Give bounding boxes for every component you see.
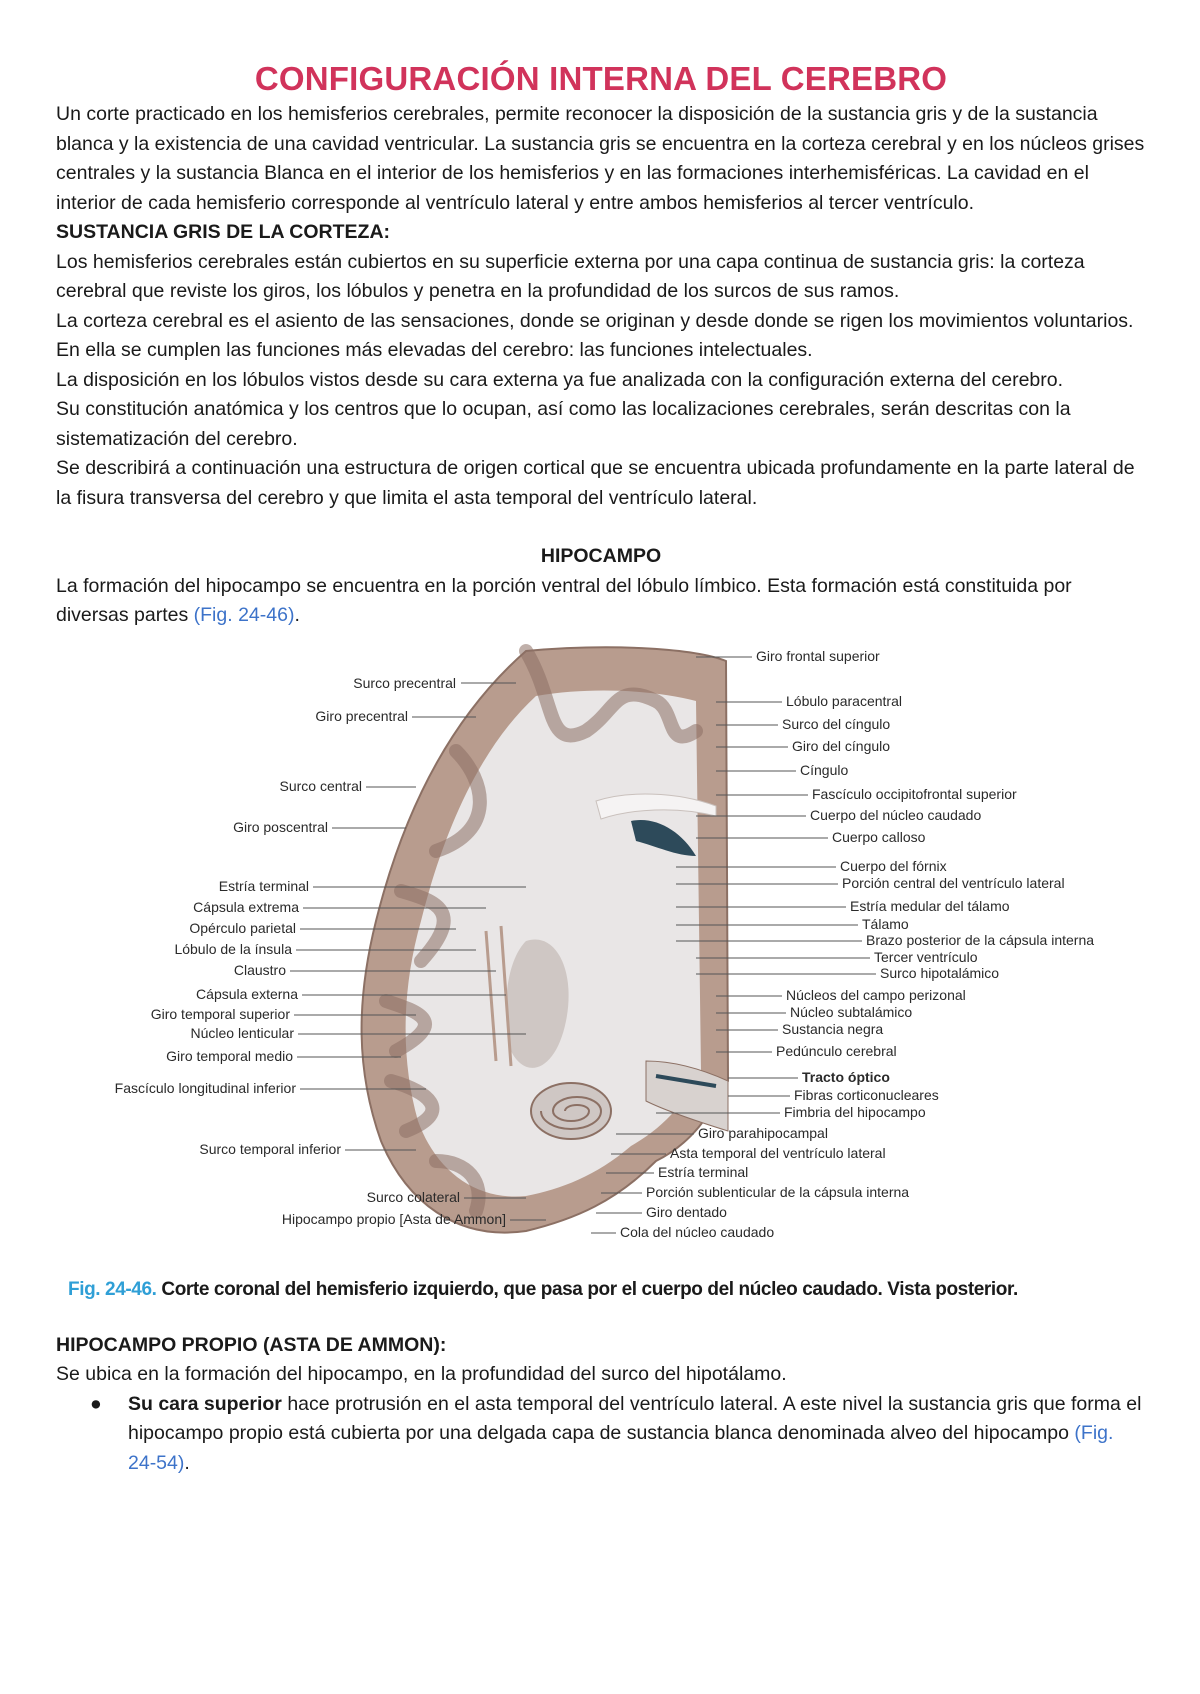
label: Pedúnculo cerebral bbox=[776, 1042, 897, 1059]
figure-caption: Fig. 24-46. Corte coronal del hemisferio izquierdo, que pasa por el cuerpo del núcleo caudado. Vista posterior. bbox=[68, 1278, 1018, 1300]
label: Lóbulo paracentral bbox=[786, 692, 902, 709]
label: Surco precentral bbox=[353, 674, 456, 691]
label: Cuerpo calloso bbox=[832, 828, 926, 845]
label: Fibras corticonucleares bbox=[794, 1086, 939, 1103]
label: Asta temporal del ventrículo lateral bbox=[670, 1144, 886, 1161]
label: Surco del cíngulo bbox=[782, 715, 891, 732]
document-page bbox=[56, 58, 1146, 1478]
label: Giro temporal superior bbox=[150, 1005, 290, 1022]
label: Cápsula extrema bbox=[193, 898, 299, 915]
hipocampo-propio-heading: HIPOCAMPO PROPIO (ASTA DE AMMON): bbox=[56, 1333, 447, 1356]
figure-link[interactable]: (Fig. 24-46) bbox=[193, 604, 295, 626]
label: Claustro bbox=[233, 961, 286, 978]
label: Hipocampo propio [Asta de Ammon] bbox=[281, 1210, 506, 1227]
label: Estría medular del tálamo bbox=[850, 897, 1010, 914]
label: Tracto óptico bbox=[802, 1068, 890, 1085]
label: Tercer ventrículo bbox=[874, 948, 978, 965]
label: Cuerpo del núcleo caudado bbox=[810, 806, 982, 823]
label: Surco temporal inferior bbox=[199, 1140, 341, 1157]
label: Giro del cíngulo bbox=[792, 737, 891, 754]
hipocampo-paragraph: La formación del hipocampo se encuentra en la porción ventral del lóbulo límbico. Esta formación está constituida por diversas partes (Fig. 24-46). bbox=[56, 574, 1072, 626]
corteza-paragraph: Los hemisferios cerebrales están cubiertos en su superficie externa por una capa continua de sustancia gris: la corteza cerebral que reviste los giros, los lóbulos y penetra en la profundidad de los surcos de sus ramos. bbox=[56, 250, 1085, 302]
label: Núcleos del campo perizonal bbox=[786, 986, 966, 1003]
brain-diagram bbox=[56, 641, 1146, 1323]
figure-link[interactable]: (Fig. 24-54) bbox=[128, 1422, 1114, 1474]
caption-ref: Fig. 24-46. bbox=[68, 1278, 157, 1300]
label: Fascículo longitudinal inferior bbox=[114, 1079, 296, 1096]
brain-coronal-figure bbox=[56, 641, 1146, 1323]
label: Giro temporal medio bbox=[166, 1047, 293, 1064]
label: Brazo posterior de la cápsula interna bbox=[866, 931, 1095, 948]
hipocampo-heading: HIPOCAMPO bbox=[540, 545, 662, 567]
corteza-paragraph: Su constitución anatómica y los centros que lo ocupan, así como las localizaciones cerebrales, serán descritas con la sistematización del cerebro. bbox=[56, 398, 1071, 450]
corteza-paragraph: La corteza cerebral es el asiento de las sensaciones, donde se originan y desde donde se rigen los movimientos voluntarios. En ella se cumplen las funciones más elevadas del cerebro: las funciones intelectuales. bbox=[56, 309, 1134, 361]
label: Giro dentado bbox=[646, 1203, 727, 1220]
label: Porción sublenticular de la cápsula interna bbox=[646, 1183, 910, 1200]
corteza-paragraph: La disposición en los lóbulos vistos desde su cara externa ya fue analizada con la configuración externa del cerebro. bbox=[56, 368, 1064, 391]
label: Cápsula externa bbox=[196, 985, 298, 1002]
label: Núcleo subtalámico bbox=[790, 1003, 913, 1020]
hipocampo-propio-paragraph: Se ubica en la formación del hipocampo, en la profundidad del surco del hipotálamo. bbox=[56, 1363, 787, 1385]
label: Cola del núcleo caudado bbox=[620, 1223, 775, 1240]
label: Tálamo bbox=[862, 915, 909, 932]
label: Surco hipotalámico bbox=[880, 964, 1000, 981]
label: Sustancia negra bbox=[782, 1020, 884, 1037]
page-title: CONFIGURACIÓN INTERNA DEL CEREBRO bbox=[254, 60, 948, 97]
list-item: ● Su cara superior hace protrusión en el asta temporal del ventrículo lateral. A este nivel la sustancia gris que forma el hipocampo propio está cubierta por una delgada capa de sustancia blanca denominada alveo del hipocampo (Fig. 24-54). bbox=[128, 1390, 1146, 1479]
label: Giro poscentral bbox=[233, 818, 328, 835]
label: Giro parahipocampal bbox=[698, 1124, 828, 1141]
label: Núcleo lenticular bbox=[190, 1024, 294, 1041]
label: Giro precentral bbox=[315, 707, 408, 724]
bullet-list bbox=[56, 1390, 1146, 1479]
label: Surco central bbox=[279, 777, 362, 794]
label: Porción central del ventrículo lateral bbox=[842, 874, 1065, 891]
label: Surco colateral bbox=[366, 1188, 460, 1205]
label: Opérculo parietal bbox=[189, 919, 296, 936]
label: Cíngulo bbox=[800, 761, 849, 778]
label: Estría terminal bbox=[658, 1163, 749, 1180]
label: Fascículo occipitofrontal superior bbox=[812, 785, 1017, 802]
corteza-paragraph: Se describirá a continuación una estructura de origen cortical que se encuentra ubicada profundamente en la parte lateral de la fisura transversa del cerebro y que limita el asta temporal del ventrículo lateral. bbox=[56, 457, 1135, 509]
label: Cuerpo del fórnix bbox=[840, 857, 947, 874]
label: Lóbulo de la ínsula bbox=[174, 940, 292, 957]
label: Fimbria del hipocampo bbox=[784, 1103, 926, 1120]
corteza-heading: SUSTANCIA GRIS DE LA CORTEZA: bbox=[56, 221, 391, 243]
bullet-icon: ● bbox=[90, 1392, 102, 1415]
label: Estría terminal bbox=[218, 877, 309, 894]
intro-paragraph: Un corte practicado en los hemisferios cerebrales, permite reconocer la disposición de la sustancia gris y de la sustancia blanca y la existencia de una cavidad ventricular. La sustancia gris se encuentra en la corteza cerebral y en los núcleos grises centrales y la sustancia Blanca en el interior de los hemisferios y en las formaciones interhemisféricas. La cavidad en el interior de cada hemisferio corresponde al ventrículo lateral y entre ambos hemisferios al tercer ventrículo. bbox=[56, 103, 1145, 214]
label: Giro frontal superior bbox=[756, 647, 880, 664]
hippocampus bbox=[531, 1083, 611, 1139]
